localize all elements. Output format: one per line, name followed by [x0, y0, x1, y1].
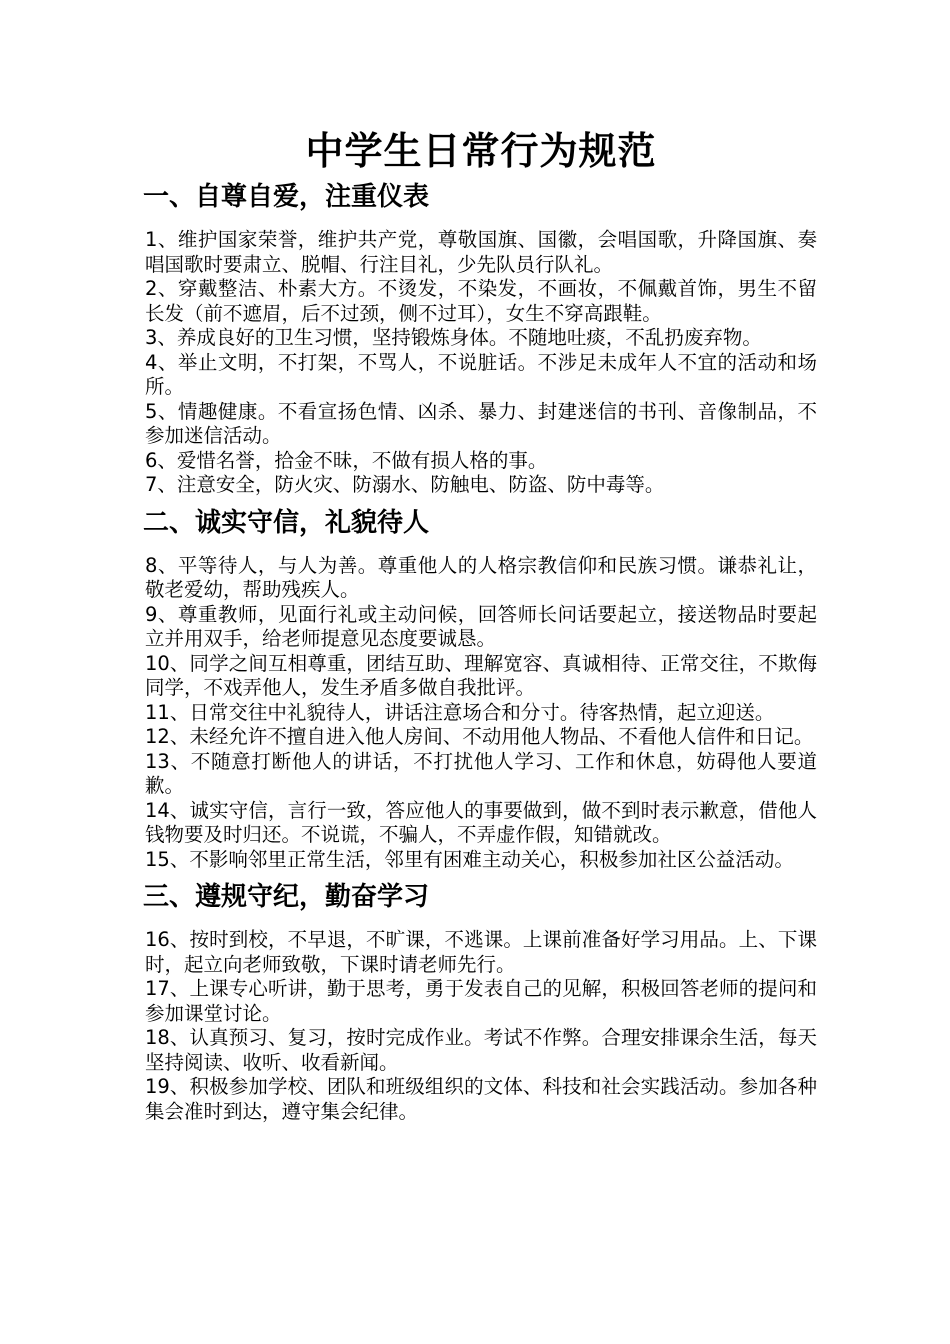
rule-item: 19、积极参加学校、团队和班级组织的文体、科技和社会实践活动。参加各种集会准时到达，遵守集会纪律。 — [145, 1075, 817, 1123]
rule-item: 4、举止文明，不打架，不骂人，不说脏话。不涉足未成年人不宜的活动和场所。 — [145, 350, 817, 398]
rule-item: 11、日常交往中礼貌待人，讲话注意场合和分寸。待客热情，起立迎送。 — [145, 700, 775, 724]
rule-item: 9、尊重教师，见面行礼或主动问候，回答师长问话要起立，接送物品时要起立并用双手，给老师提意见态度要诚恳。 — [145, 602, 817, 650]
rule-item: 13、不随意打断他人的讲话，不打扰他人学习、工作和休息，妨碍他人要道歉。 — [145, 749, 817, 797]
rule-item: 7、注意安全，防火灾、防溺水、防触电、防盗、防中毒等。 — [145, 473, 665, 496]
rule-item: 3、养成良好的卫生习惯，坚持锻炼身体。不随地吐痰，不乱扔废弃物。 — [145, 326, 762, 349]
rule-item: 8、平等待人，与人为善。尊重他人的人格宗教信仰和民族习惯。谦恭礼让，敬老爱幼，帮助残疾人。 — [145, 553, 817, 601]
rule-item: 18、认真预习、复习，按时完成作业。考试不作弊。合理安排课余生活，每天坚持阅读、收听、收看新闻。 — [145, 1026, 817, 1074]
rule-item: 17、上课专心听讲，勤于思考，勇于发表自己的见解，积极回答老师的提问和参加课堂讨论。 — [145, 977, 817, 1025]
rule-item: 12、未经允许不擅自进入他人房间、不动用他人物品、不看他人信件和日记。 — [145, 725, 814, 748]
rule-item: 15、不影响邻里正常生活，邻里有困难主动关心，积极参加社区公益活动。 — [145, 847, 794, 871]
section-1 — [145, 180, 817, 498]
section-2 — [145, 506, 817, 873]
rule-item: 5、情趣健康。不看宣扬色情、凶杀、暴力、封建迷信的书刊、音像制品，不参加迷信活动。 — [145, 399, 817, 447]
rule-item: 16、按时到校，不早退，不旷课，不逃课。上课前准备好学习用品。上、下课时，起立向老师致敬，下课时请老师先行。 — [145, 928, 817, 976]
rule-item: 14、诚实守信，言行一致，答应他人的事要做到，做不到时表示歉意，借他人钱物要及时归还。不说谎，不骗人，不弄虚作假，知错就改。 — [145, 798, 817, 846]
section-heading: 一、自尊自爱，注重仪表 — [143, 182, 430, 212]
rule-item: 6、爱惜名誉，拾金不昧，不做有损人格的事。 — [145, 448, 548, 472]
page-title: 中学生日常行为规范 — [305, 129, 657, 173]
rule-item: 10、同学之间互相尊重，团结互助、理解宽容、真诚相待、正常交往，不欺侮同学，不戏弄他人，发生矛盾多做自我批评。 — [145, 651, 817, 699]
section-heading: 二、诚实守信，礼貌待人 — [143, 507, 430, 538]
rule-item: 1、维护国家荣誉，维护共产党，尊敬国旗、国徽，会唱国歌，升降国旗、奏唱国歌时要肃立、脱帽、行注目礼，少先队员行队礼。 — [145, 228, 817, 276]
rule-item: 2、穿戴整洁、朴素大方。不烫发，不染发，不画妆，不佩戴首饰，男生不留长发（前不遮眉，后不过颈，侧不过耳），女生不穿高跟鞋。 — [145, 277, 817, 325]
section-3 — [145, 880, 817, 1124]
section-heading: 三、遵规守纪，勤奋学习 — [143, 882, 430, 912]
document-page — [145, 128, 817, 1124]
